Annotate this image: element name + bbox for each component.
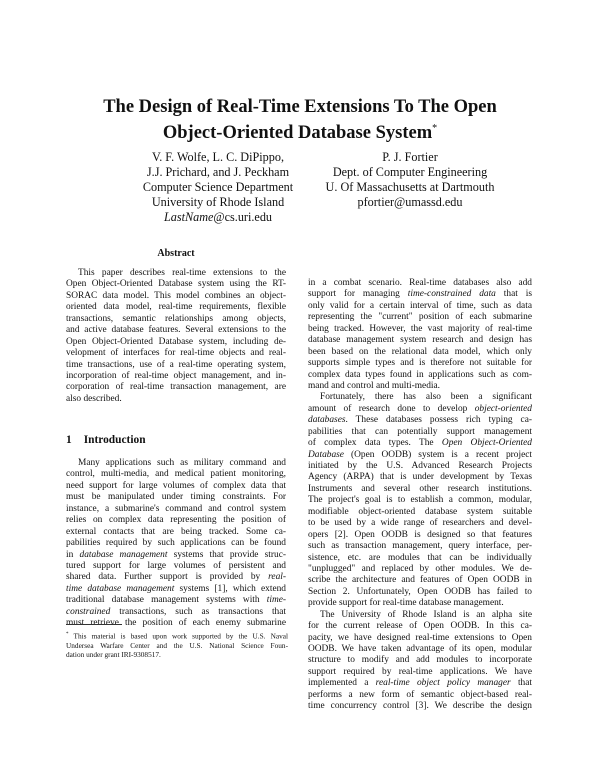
text-line: database management system research and design has <box>308 335 532 346</box>
text-line: must be manipulated under timing constraints. For <box>66 492 286 503</box>
text-line: time database management systems [1], which extend <box>66 583 286 594</box>
text-line: SORAC data model. This model combines an object- <box>66 290 286 301</box>
footnote <box>66 630 288 660</box>
text-line: This paper describes real-time extensions to the <box>78 268 286 278</box>
author-university: U. Of Massachusetts at Dartmouth <box>325 180 495 194</box>
right-column-body <box>308 278 532 713</box>
text-line: support for managing time-constrained data that is <box>308 289 533 300</box>
author-names-1: V. F. Wolfe, L. C. DiPippo, <box>151 150 284 164</box>
text-line: in a combat scenario. Real-time databases also add <box>308 278 532 288</box>
text-line: Section 2. Unfortunately, Open OODB has failed to <box>308 586 532 597</box>
text-line: OODB. We have taken advantage of its open, modular <box>308 644 532 654</box>
section-number: 1 <box>66 434 72 446</box>
text-line: instance, a submarine's command and control system <box>66 503 286 514</box>
text-line: sistence, etc. are modules that can be individually <box>308 552 532 563</box>
author-name: P. J. Fortier <box>382 150 438 164</box>
text-line: structure to modify and add modules to incorporate <box>308 655 532 666</box>
author-names-2: J.J. Prichard, and J. Peckham <box>146 165 290 179</box>
text-line: mand and control and multi-media. <box>308 380 440 391</box>
text-line: Open Object-Oriented Database system using the RT- <box>66 279 286 290</box>
text-line: databases. These databases possess rich typing ca- <box>308 415 532 426</box>
footnote-line: * This material is based upon work supported by the U.S. Naval <box>66 631 289 641</box>
text-line: incorporation of real-time object management, and in- <box>66 370 286 381</box>
section-heading-introduction <box>66 434 146 446</box>
text-line: Instruments and several other research institutions. <box>308 483 532 494</box>
footnote-rule <box>66 624 122 625</box>
text-line: corporation of real-time transaction management, are <box>66 382 286 393</box>
text-line: shared data. Further support is provided by real- <box>66 572 286 583</box>
text-line: constrained transactions, such as transactions that <box>66 606 286 617</box>
text-line: provide support for real-time database management. <box>308 598 504 609</box>
text-line: support required by real-time applications. We have <box>308 666 532 677</box>
text-line: pabilities required by such applications can be found <box>66 538 286 549</box>
text-line: need support for large volumes of complex data that <box>66 480 286 491</box>
text-line: initiated by the U.S. Advanced Research Projects <box>308 461 532 471</box>
text-line: The University of Rhode Island is an alpha site <box>320 609 532 620</box>
text-line: and active database features. Several extensions to the <box>66 325 286 336</box>
text-line: performs a new form of semantic object-based real- <box>308 689 532 700</box>
text-line: also described. <box>66 393 122 404</box>
text-line: Database (Open OODB) system is a recent project <box>308 449 532 460</box>
text-line: Many applications such as military command and <box>78 458 286 468</box>
author-email: pfortier@umassd.edu <box>357 195 463 209</box>
text-line: amount of research done to develop object-oriented <box>308 403 532 414</box>
authors-umassd <box>300 150 520 210</box>
footnote-mark: * <box>66 632 69 637</box>
section-title: Introduction <box>83 434 146 446</box>
text-line: pacity, we have designed real-time extensions to Open <box>308 632 532 643</box>
text-line: external contacts that are being tracked. Some ca- <box>66 526 286 537</box>
text-line: such as transaction management, query interface, per- <box>308 541 532 552</box>
text-line: to be used by a wide range of researchers and devel- <box>308 518 532 529</box>
text-line: tured support for large volumes of persistent and <box>66 560 286 571</box>
author-dept: Computer Science Department <box>142 180 294 194</box>
text-line: in database management systems that provide struc- <box>66 549 287 560</box>
paper-title <box>40 96 560 144</box>
text-line: control, multi-media, and medical patient monitoring, <box>66 469 286 480</box>
text-line: pabilities that can potentially support management <box>308 426 532 437</box>
text-line: only valid for a certain interval of time, such as data <box>308 300 532 311</box>
text-line: traditional database management systems with time- <box>66 595 286 606</box>
text-line: must retrieve the position of each enemy submarine <box>66 618 286 629</box>
text-line: scribe the architecture and features of Open OODB in <box>308 575 532 586</box>
text-line: opers [2]. Open OODB is designed so that features <box>308 529 532 540</box>
author-university: University of Rhode Island <box>151 195 285 209</box>
text-line: been based on the relational data model, which only <box>308 346 532 357</box>
text-line: Open Object-Oriented Database system, including de- <box>66 336 286 347</box>
text-line: relies on complex data representing the position of <box>66 515 286 526</box>
abstract-heading: Abstract <box>157 248 195 259</box>
text-line: implemented a real-time object policy manager that <box>308 678 533 689</box>
text-line: oriented data model, real-time requirements, flexible <box>66 302 286 313</box>
text-line: supports simple types and is therefore not suitable for <box>308 358 532 369</box>
text-line: being tracked. However, the vast majority of real-time <box>308 323 532 334</box>
text-line: modifiable object-oriented database system suitable <box>308 506 532 517</box>
text-line: complex data types found in applications such as com- <box>308 369 532 380</box>
text-line: Agency (ARPA) that is under development by Texas <box>308 472 532 483</box>
text-line: The project's goal is to establish a common, modular, <box>308 495 532 506</box>
text-line: time concurrency control [3]. We describe the design <box>308 701 532 712</box>
abstract-body <box>66 268 286 405</box>
text-line: time transactions, use of a real-time operating system, <box>66 359 286 370</box>
text-line: Fortunately, there has also been a significant <box>320 392 532 403</box>
title-footnote-mark: * <box>432 123 438 134</box>
text-line: transactions, semantic relationships among objects, <box>66 313 286 324</box>
text-line: for the current release of Open OODB. In this ca- <box>308 621 532 632</box>
introduction-body <box>66 458 286 630</box>
title-line-1: The Design of Real-Time Extensions To The Open <box>103 97 497 117</box>
author-email: LastName@cs.uri.edu <box>163 210 273 224</box>
text-line: "unplugged" and replaced by other modules. We de- <box>308 563 532 574</box>
text-line: representing the "current" position of each submarine <box>308 312 532 323</box>
footnote-line: Undersea Warfare Center and the U.S. National Science Foun- <box>66 640 288 650</box>
footnote-line: dation under grant IRI-9308517. <box>66 650 161 660</box>
text-line: velopment of interfaces for real-time objects and real- <box>66 348 286 359</box>
author-dept: Dept. of Computer Engineering <box>332 165 488 179</box>
title-line-2: Object-Oriented Database System* <box>162 123 438 144</box>
text-line: of complex data types. The Open Object-Oriented <box>308 438 532 449</box>
